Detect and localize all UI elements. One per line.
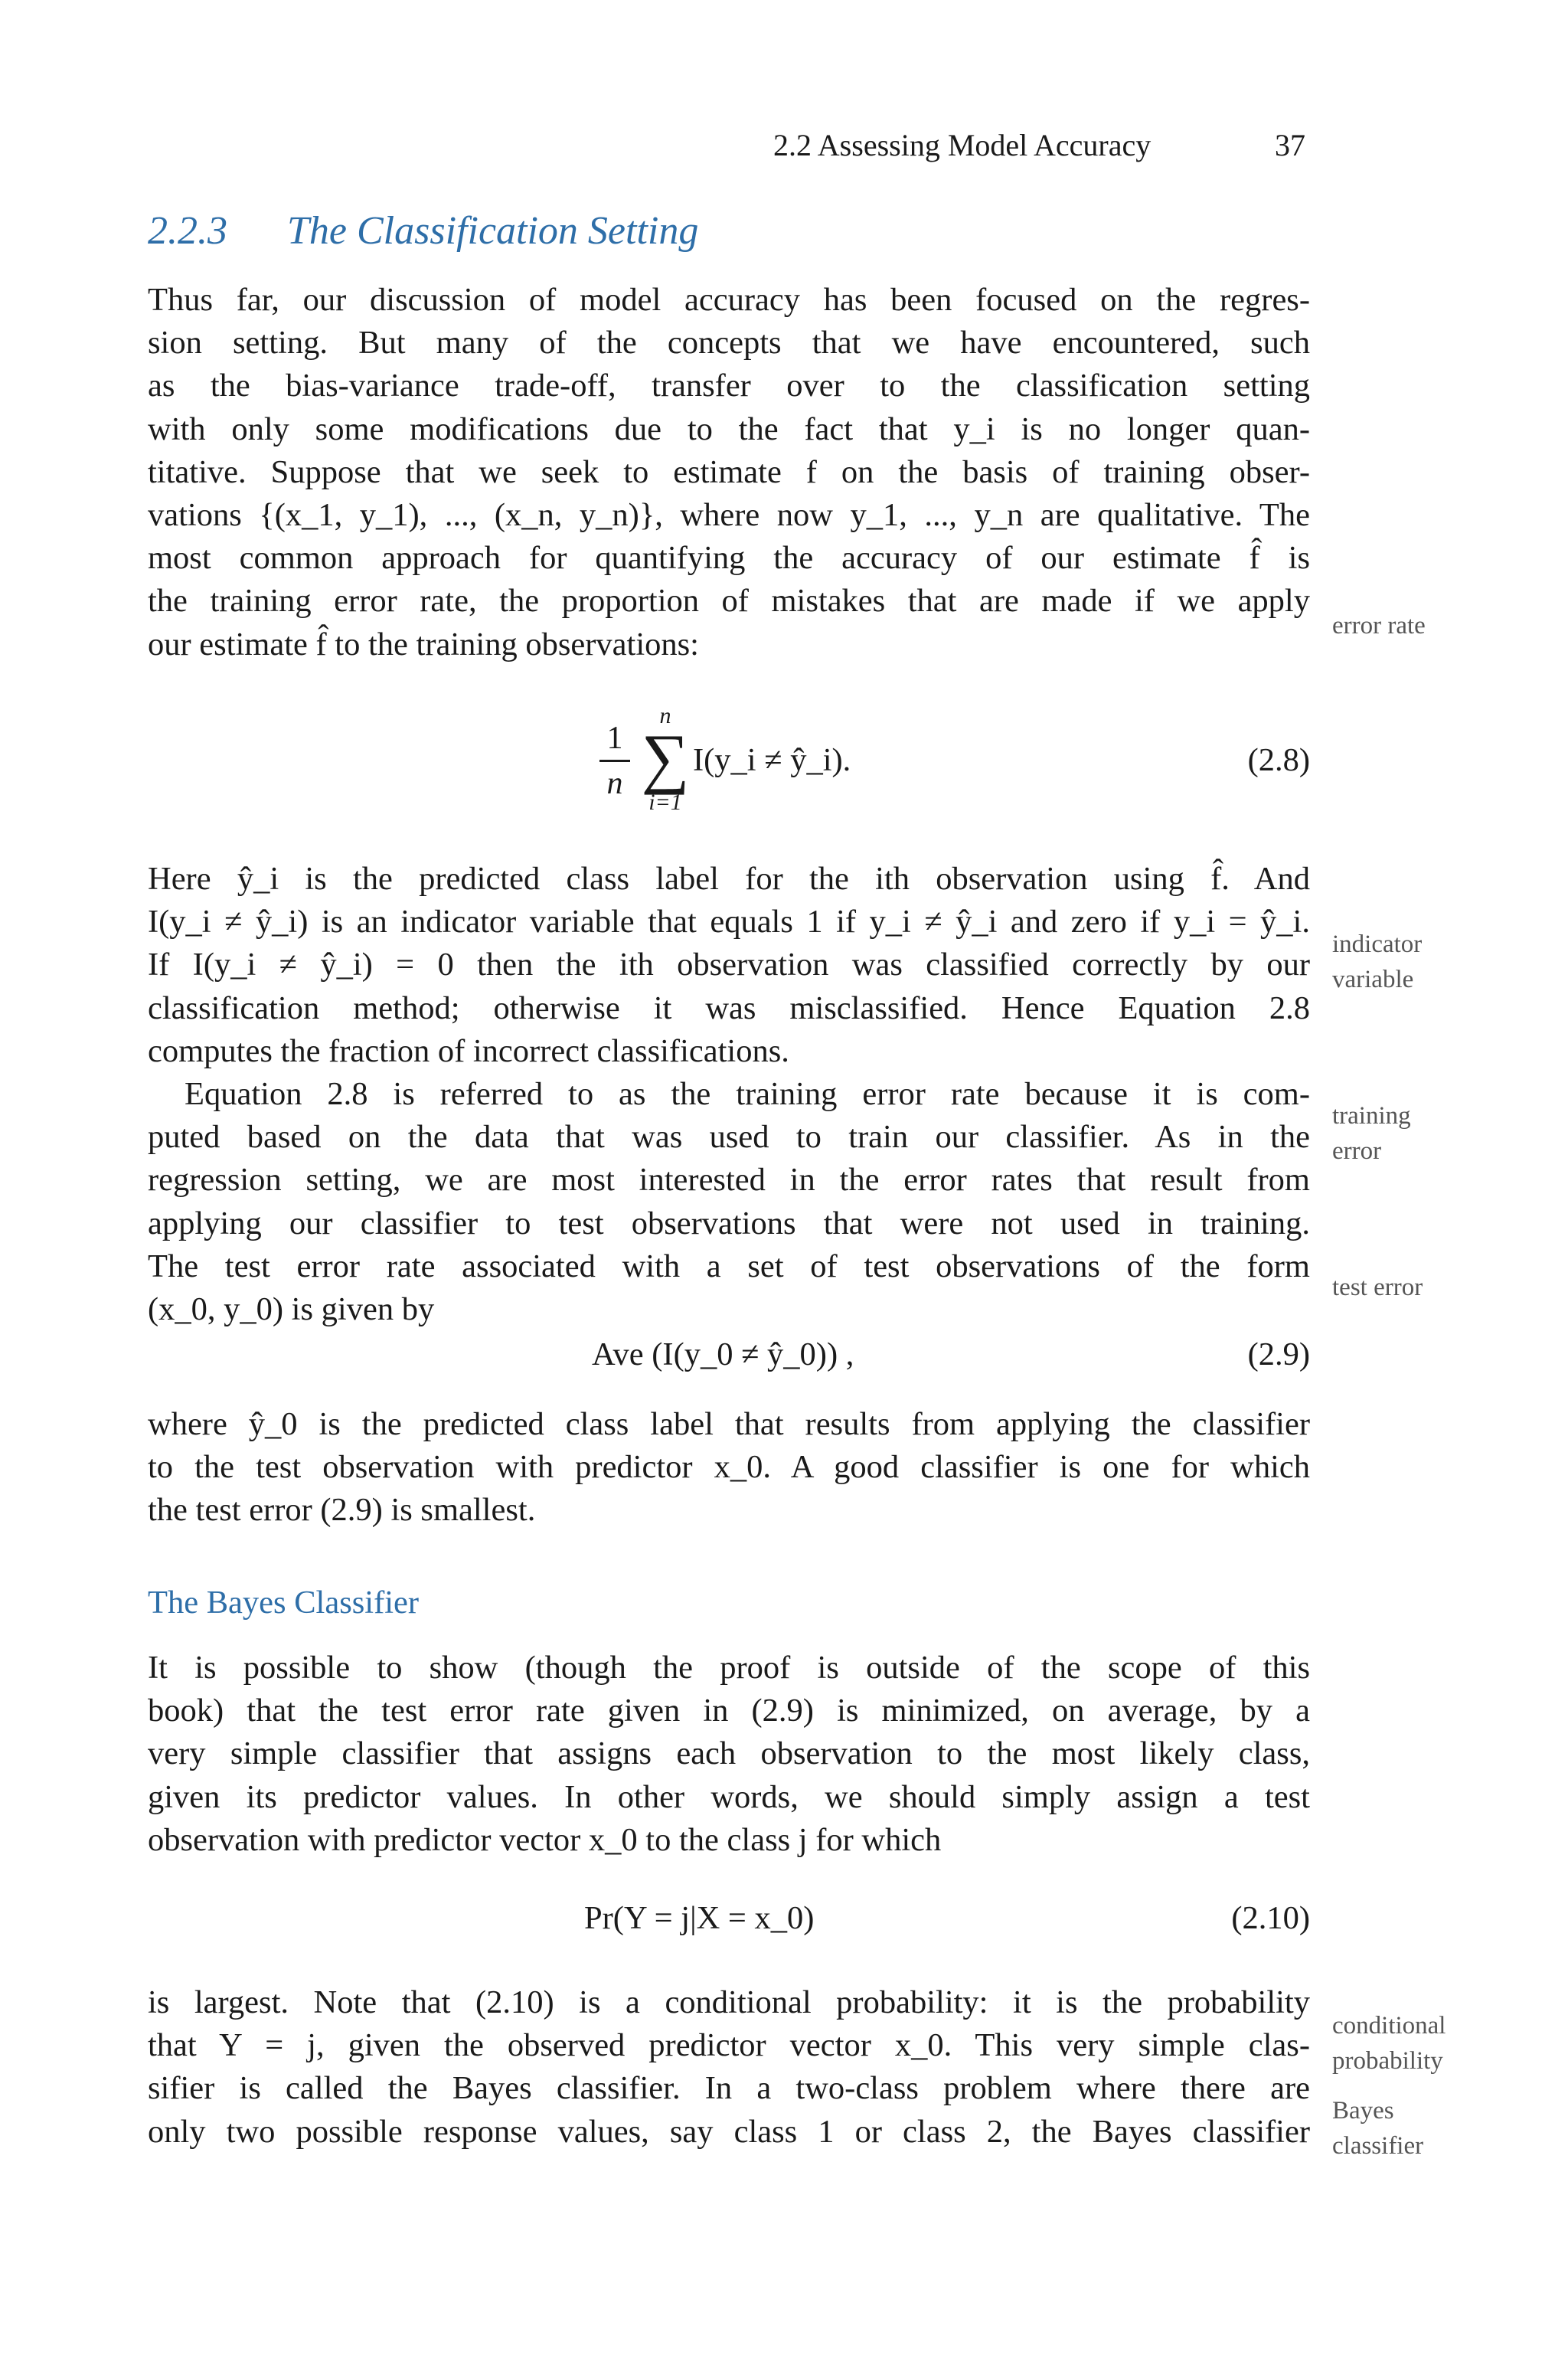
text-line: puted based on the data that was used to train our classifier. As in the <box>148 1119 1310 1156</box>
text-line: only two possible response values, say class 1 or class 2, the Bayes classifier <box>148 2113 1310 2150</box>
page-number: 37 <box>1275 128 1305 162</box>
text-line: The test error rate associated with a set of test observations of the form <box>148 1248 1310 1284</box>
text-line: classification method; otherwise it was misclassified. Hence Equation 2.8 <box>148 989 1310 1026</box>
running-title: 2.2 Assessing Model Accuracy <box>773 128 1152 162</box>
text-line: titative. Suppose that we seek to estimate f on the basis of training obser- <box>148 453 1310 490</box>
equation-2-9 <box>148 1336 1310 1382</box>
text-line: I(y_i ≠ ŷ_i) is an indicator variable that equals 1 if y_i ≠ ŷ_i and zero if y_i = ŷ_i. <box>148 904 1310 940</box>
margin-note-line: probability <box>1332 2047 1443 2075</box>
paragraph-bayes-classifier <box>148 1981 1310 2154</box>
running-head <box>773 127 1309 163</box>
text-line: regression setting, we are most interested in the error rates that result from <box>148 1162 1310 1199</box>
text-line: If I(y_i ≠ ŷ_i) = 0 then the ith observation was classified correctly by our <box>148 947 1310 983</box>
paragraph-test-error <box>148 1403 1310 1532</box>
margin-note-line: Bayes <box>1332 2097 1394 2124</box>
text-line: with only some modifications due to the fact that y_i is no longer quan- <box>148 411 1310 447</box>
text-line: where ŷ_0 is the predicted class label that results from applying the classifier <box>148 1406 1310 1442</box>
text-line: observation with predictor vector x_0 to the class j for which <box>148 1821 942 1858</box>
text-line: sion setting. But many of the concepts that we have encountered, such <box>148 325 1310 361</box>
margin-note-line: training <box>1332 1102 1411 1130</box>
sum-lower-limit: i=1 <box>648 790 682 815</box>
equation-body: Ave (I(y_0 ≠ ŷ_0)) , <box>592 1336 854 1372</box>
text-line: (x_0, y_0) is given by <box>148 1291 435 1328</box>
margin-note-line: variable <box>1332 966 1414 993</box>
sigma-symbol: ∑ <box>641 721 690 796</box>
equation-label: (2.8) <box>1247 742 1310 778</box>
text-line: to the test observation with predictor x_0. A good classifier is one for which <box>148 1449 1310 1486</box>
subsection-title: The Bayes Classifier <box>148 1585 420 1621</box>
text-line: applying our classifier to test observations that were not used in training. <box>148 1205 1310 1241</box>
margin-note-bayes-classifier <box>1332 2093 1516 2164</box>
text-line: as the bias-variance trade-off, transfer over to the classification setting <box>148 368 1310 404</box>
summation <box>635 705 696 815</box>
equation-label: (2.9) <box>1247 1336 1310 1372</box>
margin-note-indicator-variable <box>1332 927 1516 997</box>
text-line: given its predictor values. In other words, we should simply assign a test <box>148 1778 1310 1815</box>
text-line: the training error rate, the proportion of mistakes that are made if we apply <box>148 583 1310 620</box>
paragraph-bayes-intro <box>148 1647 1310 1862</box>
fraction-denominator: n <box>606 766 623 801</box>
paragraph-intro <box>148 279 1310 666</box>
text-line: Equation 2.8 is referred to as the training error rate because it is com- <box>185 1076 1310 1112</box>
text-line: book) that the test error rate given in (2.9) is minimized, on average, by a <box>148 1693 1310 1729</box>
text-line: It is possible to show (though the proof is outside of the scope of this <box>148 1650 1310 1686</box>
margin-note-training-error <box>1332 1098 1516 1169</box>
margin-note-line: error <box>1332 1137 1382 1165</box>
sum-upper-limit: n <box>659 703 671 728</box>
margin-note-line: classifier <box>1332 2132 1424 2160</box>
text-line: most common approach for quantifying the accuracy of our estimate f̂ is <box>148 540 1310 577</box>
margin-note-conditional-probability <box>1332 2008 1516 2079</box>
fraction-bar <box>599 760 630 762</box>
section-title <box>148 208 1296 254</box>
text-line: vations {(x_1, y_1), ..., (x_n, y_n)}, where now y_1, ..., y_n are qualitative. The <box>148 497 1310 534</box>
sum-term: I(y_i ≠ ŷ_i). <box>693 742 851 778</box>
text-line: the test error (2.9) is smallest. <box>148 1492 536 1529</box>
paragraph-training-error <box>148 1073 1310 1331</box>
margin-note-error-rate: error rate <box>1332 612 1426 639</box>
fraction <box>599 720 630 802</box>
margin-note-test-error: test error <box>1332 1274 1423 1301</box>
section-number: 2.2.3 <box>148 209 227 253</box>
text-line: Thus far, our discussion of model accuracy has been focused on the regres- <box>148 282 1310 318</box>
section-title-text: The Classification Setting <box>287 209 699 253</box>
text-line: our estimate f̂ to the training observations: <box>148 626 699 662</box>
equation-label: (2.10) <box>1231 1900 1310 1936</box>
paragraph-indicator <box>148 858 1310 1073</box>
text-line: is largest. Note that (2.10) is a conditional probability: it is the probability <box>148 1984 1310 2020</box>
fraction-numerator: 1 <box>606 721 623 756</box>
text-line: Here ŷ_i is the predicted class label for the ith observation using f̂. And <box>148 861 1310 897</box>
equation-2-10 <box>148 1899 1310 1945</box>
text-line: very simple classifier that assigns each observation to the most likely class, <box>148 1735 1310 1772</box>
text-line: sifier is called the Bayes classifier. In a two-class problem where there are <box>148 2070 1310 2107</box>
equation-2-8 <box>148 697 1310 827</box>
equation-body: Pr(Y = j|X = x_0) <box>584 1900 815 1936</box>
text-line: that Y = j, given the observed predictor vector x_0. This very simple clas- <box>148 2027 1310 2064</box>
margin-note-line: conditional <box>1332 2012 1446 2039</box>
margin-note-line: indicator <box>1332 931 1423 958</box>
text-line: computes the fraction of incorrect classifications. <box>148 1032 789 1069</box>
